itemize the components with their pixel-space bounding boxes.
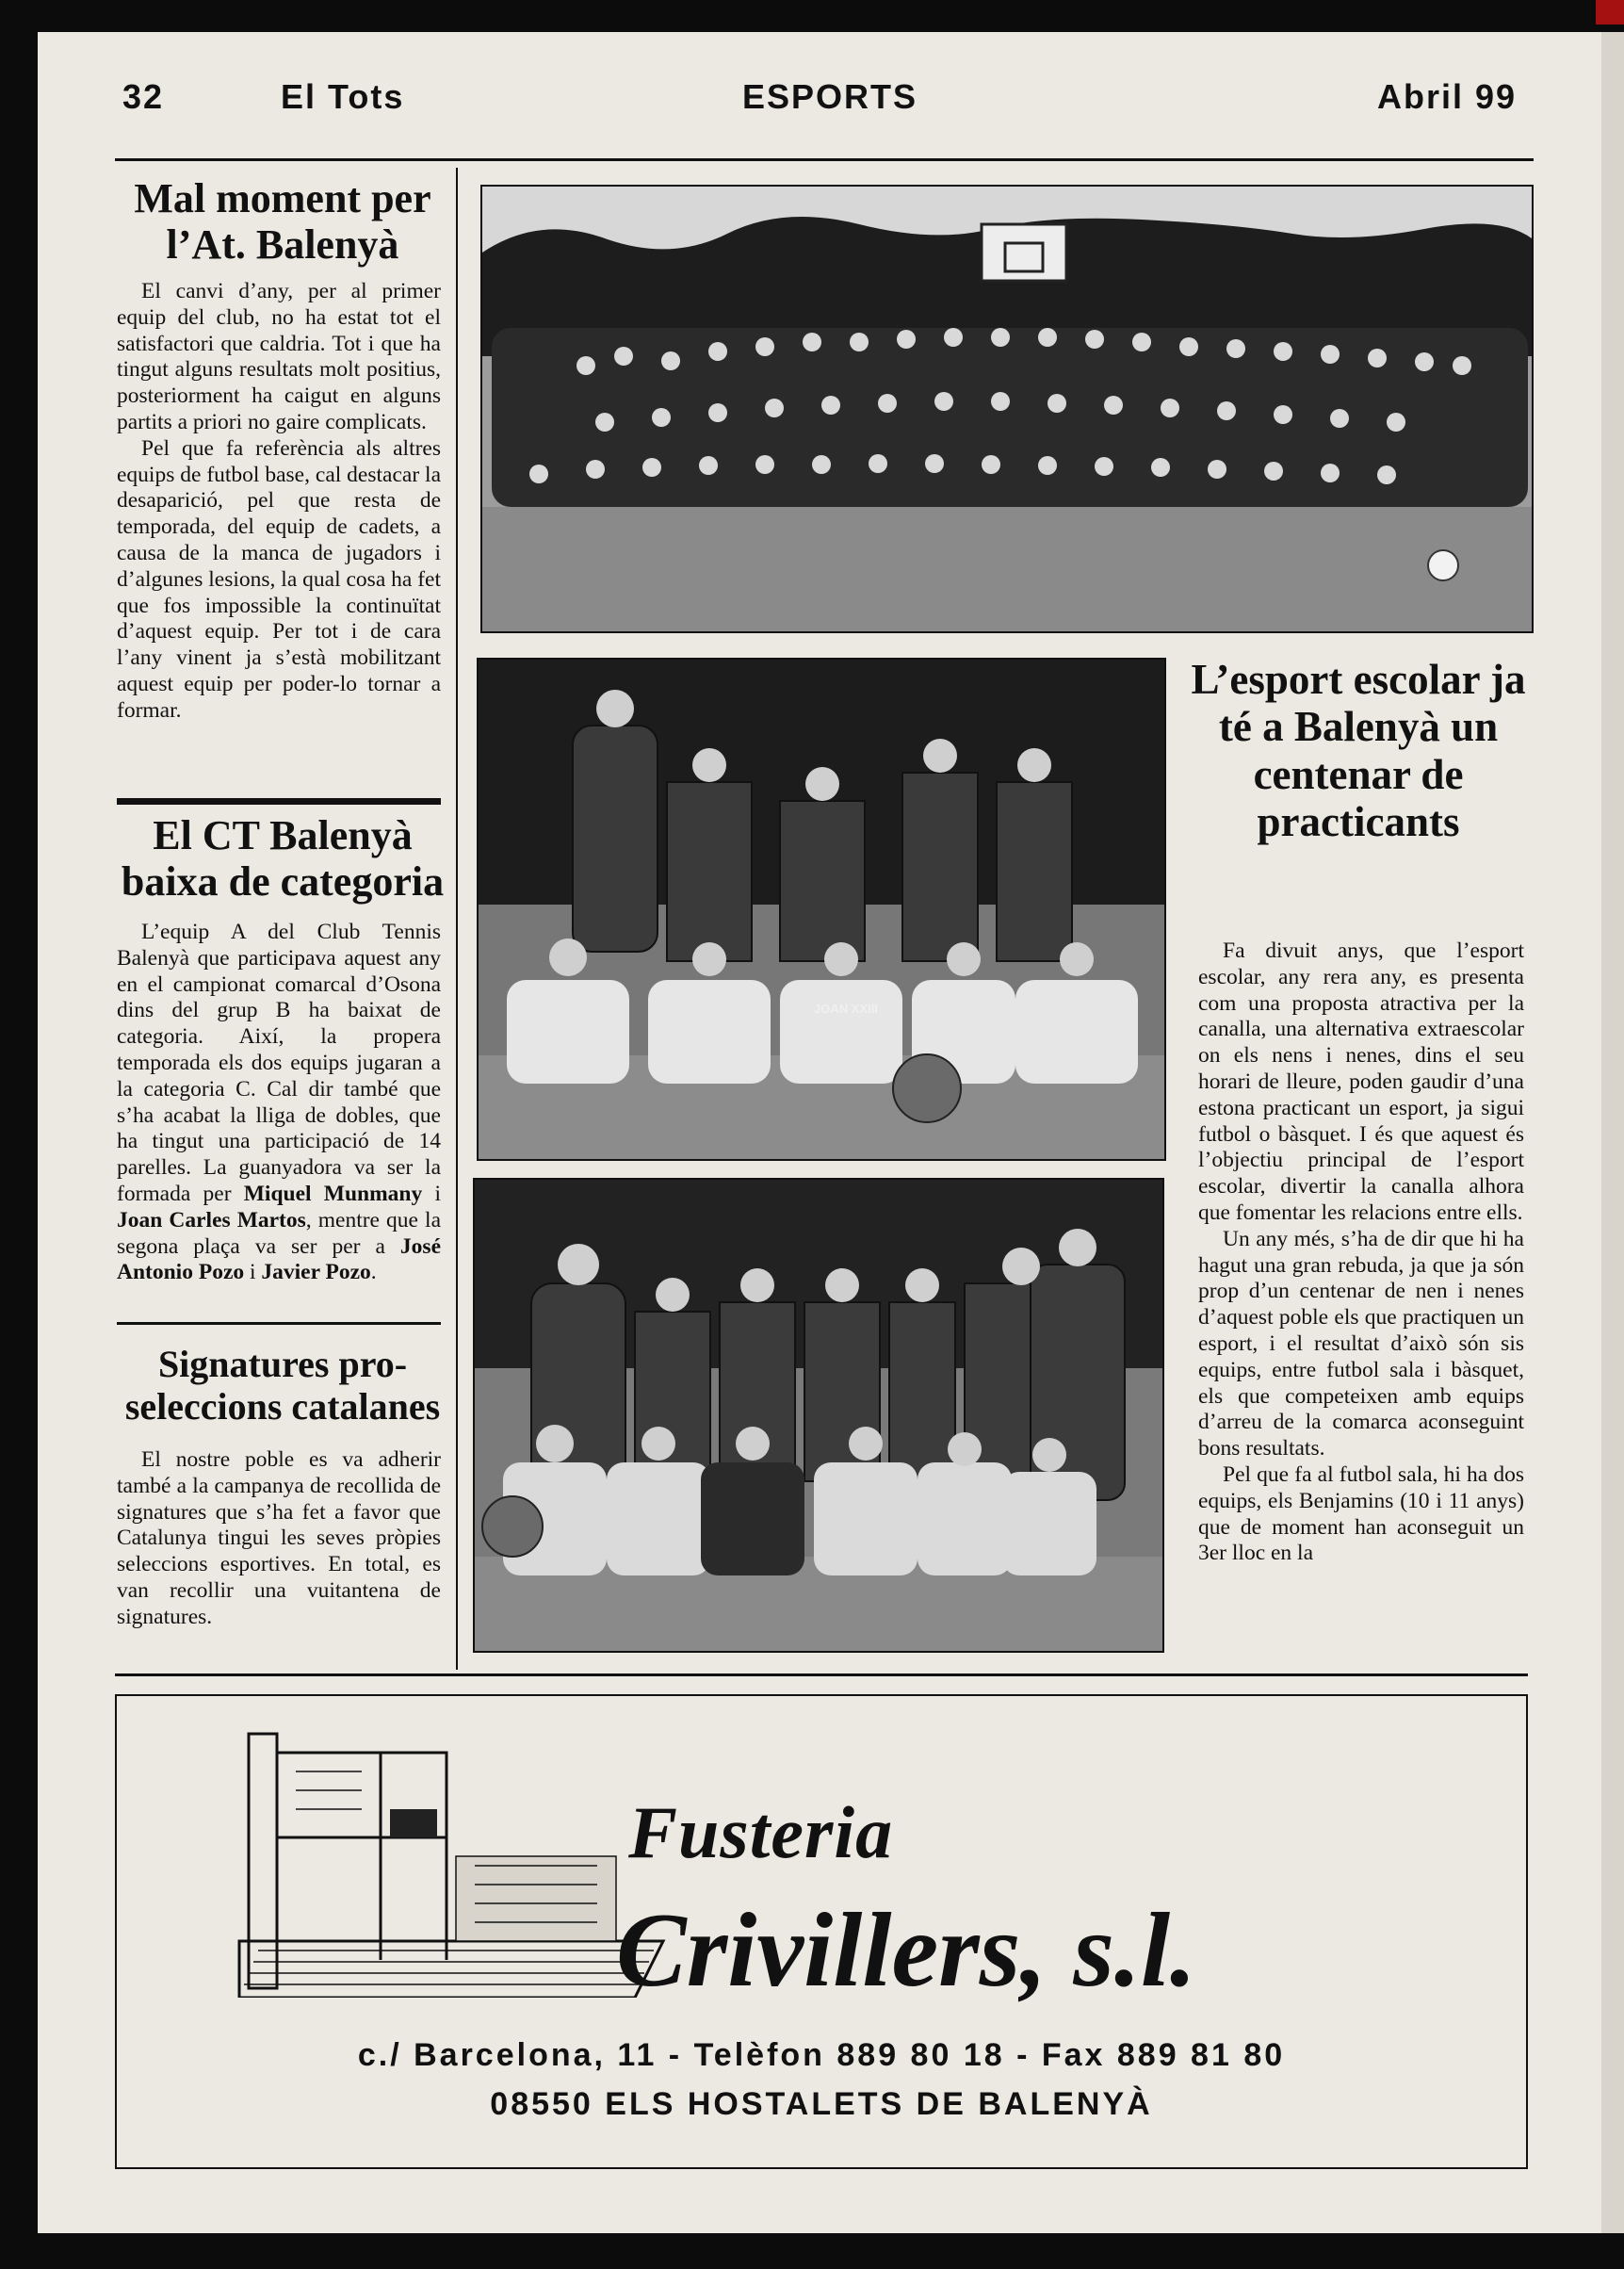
page-number: 32	[122, 77, 165, 116]
issue-date: Abril 99	[1377, 77, 1518, 116]
header-rule	[115, 158, 1534, 161]
ad-city: 08550 ELS HOSTALETS DE BALENYÀ	[490, 2086, 1153, 2122]
basketball-team-photo-2	[473, 1178, 1164, 1653]
article-2-text: i	[422, 1181, 441, 1206]
article-4-body	[1198, 939, 1524, 1567]
basketball-team-photo-1	[477, 658, 1166, 1161]
jersey-text: JOAN XXIII	[814, 1002, 878, 1016]
article-1-paragraph: El canvi d’any, per al primer equip del club, no ha estat tot el satisfactori que caldria. Tot i que ha tingut alguns resultats molt positius, posteriorment ha caigut en alguns partits a priori no gaire complicats.	[117, 279, 441, 434]
column-divider	[456, 168, 458, 1670]
article-4-headline: L’esport escolar ja té a Balenyà un centenar de practicants	[1191, 656, 1526, 846]
article-2-text: , mentre que la segona plaça va ser per a	[117, 1207, 441, 1259]
article-4-paragraph: Fa divuit anys, que l’esport escolar, any rera any, es presenta com una proposta atractiva per la canalla, una alternativa extraescolar on els nens i nenes, dins el seu horari de lleure, poden gaudir d’una estona practicant un esport, ja sigui futbol o bàsquet. I és que aquest és l’objectiu principal de l’esport escolar, divertir la canalla alhora que fomentar les relacions entre ells.	[1198, 939, 1524, 1225]
red-corner-mark	[1596, 0, 1624, 24]
article-2-text: L’equip A del Club Tennis Balenyà que participava aquest any en el campionat comarcal d’Osona dins del grup B ha baixat de categoria. Així, la propera temporada els dos equips jugaran a la categoria C. Cal dir també que s’ha acabat la lliga de dobles, que ha tingut una participació de 14 parelles. La guanyadora va ser la formada per	[117, 920, 441, 1206]
article-2-text: .	[370, 1260, 377, 1285]
article-4-paragraph: Pel que fa al futbol sala, hi ha dos equips, els Benjamins (10 i 11 anys) que de moment han aconseguit un 3er lloc en la	[1198, 1461, 1524, 1566]
next-page-edge	[1601, 32, 1624, 2233]
article-3-paragraph: El nostre poble es va adherir també a la campanya de recollida de signatures que s’ha fet a favor que Catalunya tingui les seves pròpies seleccions esportives. En total, es van recollir una vuitantena de signatures.	[117, 1447, 441, 1629]
person-name: Joan Carles Martos	[117, 1207, 306, 1232]
person-name: Miquel Munmany	[243, 1181, 423, 1206]
carpentry-illustration	[220, 1715, 673, 1998]
article-4-paragraph: Un any més, s’ha de dir que hi ha hagut una gran rebuda, ja que ja són prop d’un centenar de nen i nenes d’aquest poble els que practiquen un esport, i el resultat d’això són sis equips, entre futbol sala i bàsquet, els que competeixen amb equips d’arreu de la comarca aconseguint bons resultats.	[1198, 1226, 1524, 1461]
article-1-body	[117, 279, 441, 725]
person-name: José Antonio Pozo	[117, 1233, 441, 1285]
article-separator	[117, 1322, 441, 1325]
section-title: ESPORTS	[742, 77, 918, 116]
article-2-body	[117, 920, 441, 1286]
publication-name: El Tots	[281, 77, 405, 116]
article-separator	[117, 798, 441, 805]
article-1-headline: Mal moment per l’At. Balenyà	[134, 175, 431, 269]
article-3-headline: Signatures pro-seleccions catalanes	[124, 1343, 441, 1428]
team-group-photo	[480, 185, 1534, 633]
article-3-body	[117, 1447, 441, 1631]
person-name: Javier Pozo	[261, 1260, 371, 1285]
ad-address: c./ Barcelona, 11 - Telèfon 889 80 18 - Fax 889 81 80	[357, 2037, 1286, 2073]
ad-top-rule	[115, 1673, 1528, 1676]
article-1-paragraph: Pel que fa referència als altres equips de futbol base, cal destacar la desaparició, pel que resta de temporada, del equip de cadets, a causa de la manca de jugadors i d’algunes lesions, la qual cosa ha fet que fos impossible la continuïtat d’aquest equip. Per tot i de cara l’any vinent ja s’està mobilitzant aquest equip per poder-lo tornar a formar.	[117, 435, 441, 723]
article-2-text: i	[244, 1260, 262, 1285]
ad-title-fusteria: Fusteria	[628, 1791, 894, 1873]
ad-company-name: Crivillers, s.l.	[616, 1892, 1197, 2009]
article-2-headline: El CT Balenyà baixa de categoria	[121, 812, 445, 906]
fusteria-advertisement	[115, 1694, 1528, 2169]
